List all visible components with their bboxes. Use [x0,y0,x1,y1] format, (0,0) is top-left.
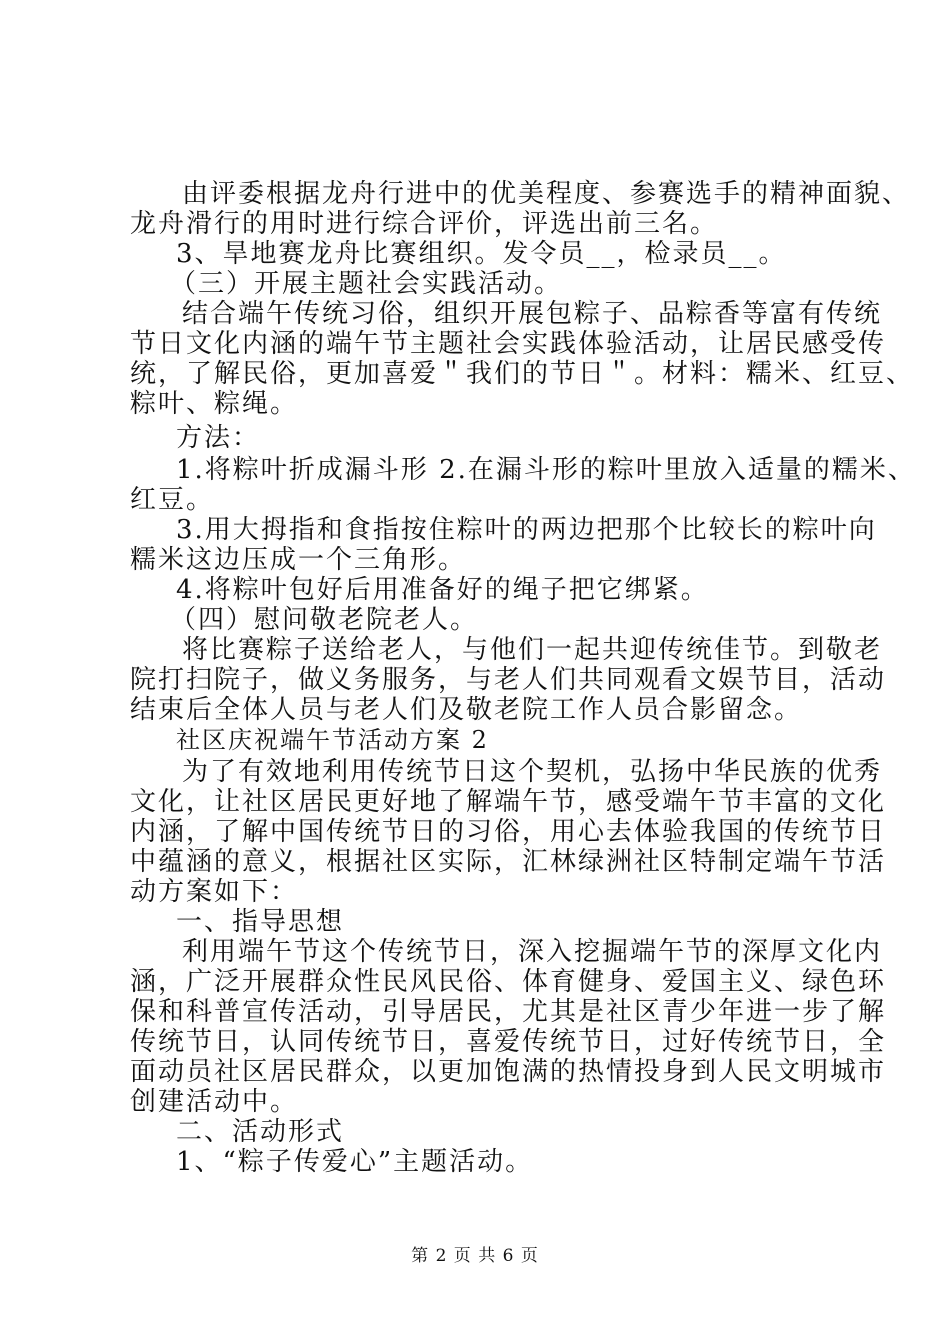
paragraph-line: 4.将粽叶包好后用准备好的绳子把它绑紧。 [176,575,709,605]
paragraph-line: 文化，让社区居民更好地了解端午节，感受端午节丰富的文化 [130,787,887,817]
section-heading: 一、指导思想 [176,907,345,937]
paragraph-line: 面动员社区居民群众，以更加饱满的热情投身到人民文明城市 [130,1057,887,1087]
paragraph-line: 1.将粽叶折成漏斗形 2.在漏斗形的粽叶里放入适量的糯米、 [176,455,916,485]
paragraph-line: 利用端午节这个传统节日，深入挖掘端午节的深厚文化内 [182,937,883,967]
paragraph-line: 创建活动中。 [130,1087,299,1117]
page-footer: 第 2 页 共 6 页 [411,1246,539,1266]
paragraph-line: 将比赛粽子送给老人，与他们一起共迎传统佳节。到敬老 [182,635,883,665]
section-heading: 二、活动形式 [176,1117,345,1147]
paragraph-line: 涵，广泛开展群众性民风民俗、体育健身、爱国主义、绿色环 [130,967,887,997]
paragraph-line: 结合端午传统习俗，组织开展包粽子、品粽香等富有传统 [182,299,883,329]
paragraph-line: 红豆。 [130,485,215,515]
paragraph-line: 由评委根据龙舟行进中的优美程度、参赛选手的精神面貌、 [182,179,911,209]
paragraph-line: 为了有效地利用传统节日这个契机，弘扬中华民族的优秀 [182,757,883,787]
paragraph-line: 粽叶、粽绳。 [130,389,299,419]
section-heading: （四）慰问敬老院老人。 [170,605,479,635]
paragraph-line: 统，了解民俗，更加喜爱＂我们的节日＂。材料：糯米、红豆、 [130,359,915,389]
paragraph-line: 传统节日，认同传统节日，喜爱传统节日，过好传统节日，全 [130,1027,887,1057]
paragraph-line: 1、“粽子传爱心”主题活动。 [176,1147,534,1177]
paragraph-line: 中蕴涵的意义，根据社区实际，汇林绿洲社区特制定端午节活 [130,847,887,877]
paragraph-line: 结束后全体人员与老人们及敬老院工作人员合影留念。 [130,695,803,725]
paragraph-line: 3.用大拇指和食指按住粽叶的两边把那个比较长的粽叶向 [176,515,877,545]
paragraph-line: 方法： [176,423,261,453]
section-heading: 社区庆祝端午节活动方案 2 [176,726,489,754]
paragraph-line: 3、旱地赛龙舟比赛组织。发令员__，检录员__。 [176,239,787,269]
paragraph-line: 动方案如下： [130,877,299,907]
section-heading: （三）开展主题社会实践活动。 [170,269,563,299]
paragraph-line: 保和科普宣传活动，引导居民，尤其是社区青少年进一步了解 [130,997,887,1027]
paragraph-line: 院打扫院子，做义务服务，与老人们共同观看文娱节目，活动 [130,665,887,695]
paragraph-line: 节日文化内涵的端午节主题社会实践体验活动，让居民感受传 [130,329,887,359]
paragraph-line: 糯米这边压成一个三角形。 [130,545,467,575]
paragraph-line: 内涵，了解中国传统节日的习俗，用心去体验我国的传统节日 [130,817,887,847]
paragraph-line: 龙舟滑行的用时进行综合评价，评选出前三名。 [130,209,719,239]
